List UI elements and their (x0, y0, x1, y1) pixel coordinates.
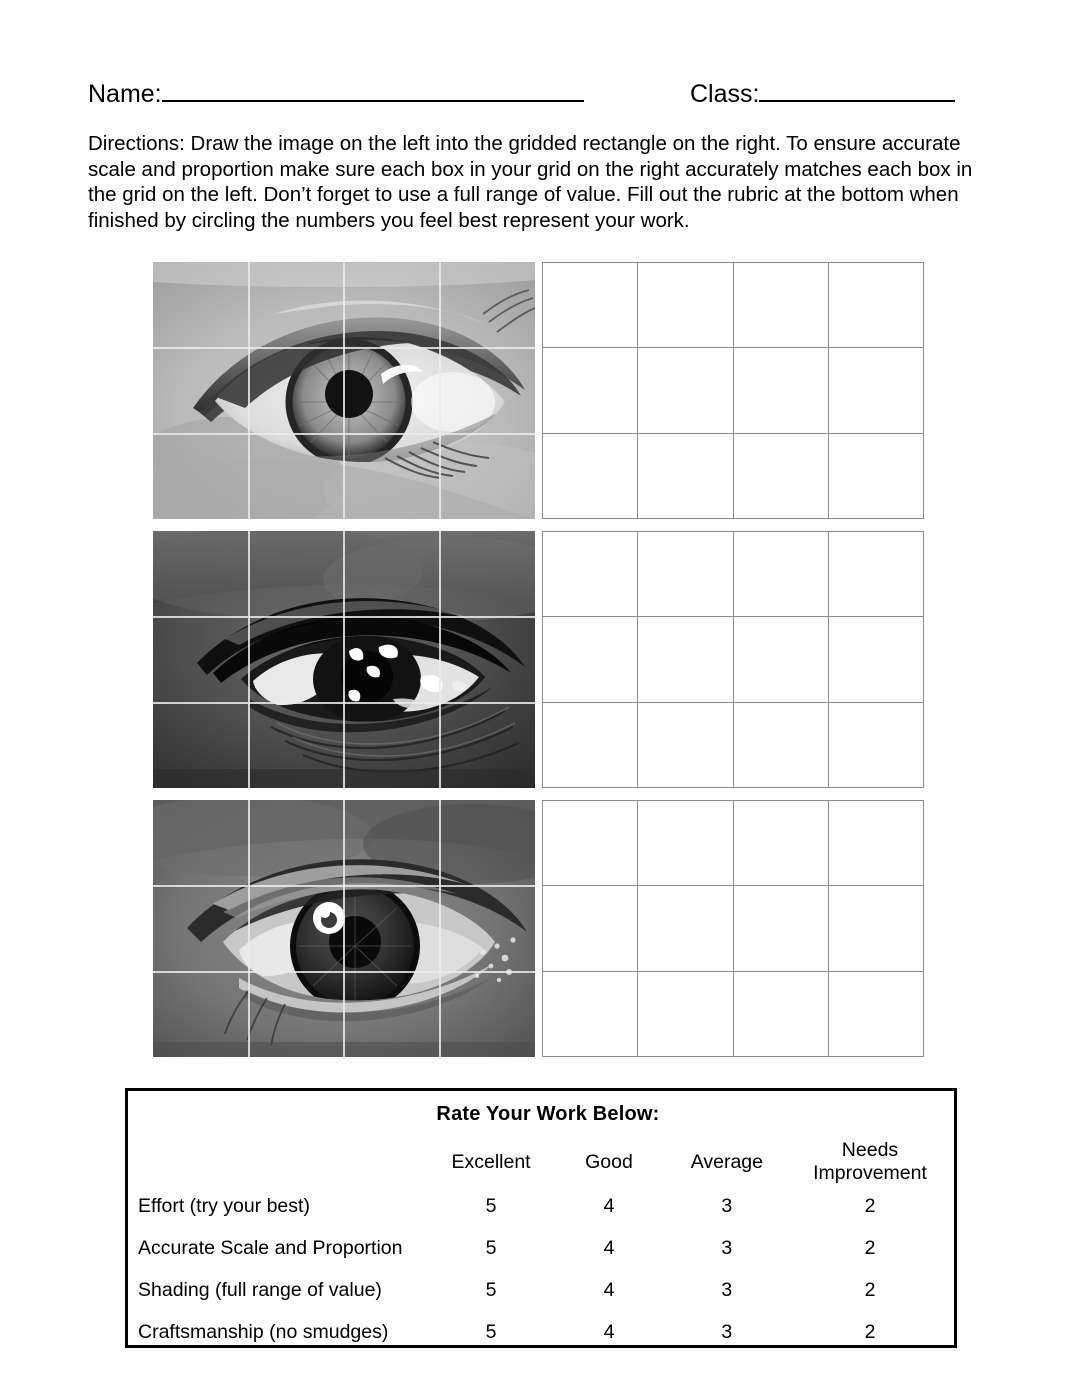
directions-paragraph: Directions: Draw the image on the left into the gridded rectangle on the right. To ensure accurate scale and proportion make sure each box in your grid on the right accurately matches each box in the grid on the left. Don’t forget to use a full range of value. Fill out the rubric at the bottom when finished by circling the numbers you feel best represent your work. (88, 132, 973, 232)
grid-cell[interactable] (829, 703, 924, 788)
rubric-title: Rate Your Work Below: (436, 1103, 660, 1125)
rubric-score-option[interactable]: 4 (603, 1194, 615, 1217)
rubric-score-option[interactable]: 5 (485, 1320, 497, 1343)
rubric-score-option[interactable]: 3 (721, 1320, 733, 1343)
rubric-column-header-average: Average (690, 1150, 763, 1173)
table-row (128, 1185, 954, 1227)
rubric-score-option[interactable]: 2 (864, 1194, 876, 1217)
rubric-criterion-header (128, 1139, 432, 1185)
grid-cell[interactable] (829, 617, 924, 702)
grid-cell[interactable] (734, 532, 829, 617)
table-row (128, 1227, 954, 1269)
rubric-score-option[interactable]: 2 (864, 1278, 876, 1301)
grid-cell[interactable] (638, 886, 733, 971)
worksheet-block-1 (153, 262, 924, 519)
grid-cell[interactable] (734, 703, 829, 788)
drawing-grid-1[interactable] (542, 262, 924, 519)
grid-cell[interactable] (543, 434, 638, 519)
grid-cell[interactable] (734, 972, 829, 1057)
grid-cell[interactable] (638, 532, 733, 617)
rubric-score-option[interactable]: 2 (864, 1320, 876, 1343)
class-label: Class: (690, 80, 760, 108)
eye-photo-3 (153, 800, 535, 1057)
grid-cell[interactable] (543, 703, 638, 788)
grid-cell[interactable] (734, 263, 829, 348)
grid-cell[interactable] (543, 532, 638, 617)
eye-photo-2 (153, 531, 535, 788)
rubric-score-option[interactable]: 3 (721, 1236, 733, 1259)
table-row (128, 1311, 954, 1353)
grid-cell[interactable] (543, 886, 638, 971)
rubric-box (125, 1088, 957, 1348)
rubric-column-header-excellent: Excellent (451, 1150, 531, 1173)
rubric-score-option[interactable]: 4 (603, 1236, 615, 1259)
rubric-score-option[interactable]: 2 (864, 1236, 876, 1259)
grid-cell[interactable] (829, 972, 924, 1057)
rubric-score-option[interactable]: 5 (485, 1194, 497, 1217)
rubric-criterion-label: Craftsmanship (no smudges) (138, 1320, 389, 1343)
worksheet-block-3 (153, 800, 924, 1057)
rubric-table (128, 1139, 954, 1353)
grid-cell[interactable] (638, 348, 733, 433)
drawing-grid-2[interactable] (542, 531, 924, 788)
drawing-grid-3[interactable] (542, 800, 924, 1057)
rubric-criterion-label: Shading (full range of value) (138, 1278, 382, 1301)
grid-cell[interactable] (734, 434, 829, 519)
grid-cell[interactable] (543, 617, 638, 702)
grid-cell[interactable] (734, 886, 829, 971)
rubric-header-row (128, 1139, 954, 1185)
grid-cell[interactable] (543, 972, 638, 1057)
rubric-column-header-good: Good (585, 1150, 633, 1173)
grid-cell[interactable] (638, 972, 733, 1057)
grid-cell[interactable] (829, 434, 924, 519)
grid-cell[interactable] (638, 434, 733, 519)
rubric-score-option[interactable]: 4 (603, 1320, 615, 1343)
eye-photo-1 (153, 262, 535, 519)
grid-cell[interactable] (829, 263, 924, 348)
grid-cell[interactable] (638, 263, 733, 348)
rubric-score-option[interactable]: 5 (485, 1236, 497, 1259)
rubric-criterion-label: Accurate Scale and Proportion (138, 1236, 403, 1259)
name-label: Name: (88, 80, 162, 108)
grid-cell[interactable] (829, 348, 924, 433)
grid-cell[interactable] (638, 617, 733, 702)
rubric-score-option[interactable]: 3 (721, 1278, 733, 1301)
grid-cell[interactable] (829, 886, 924, 971)
grid-cell[interactable] (734, 801, 829, 886)
rubric-score-option[interactable]: 5 (485, 1278, 497, 1301)
grid-cell[interactable] (543, 263, 638, 348)
worksheet-block-2 (153, 531, 924, 788)
grid-cell[interactable] (829, 801, 924, 886)
grid-cell[interactable] (734, 348, 829, 433)
grid-cell[interactable] (638, 703, 733, 788)
grid-cell[interactable] (543, 348, 638, 433)
grid-cell[interactable] (543, 801, 638, 886)
rubric-score-option[interactable]: 3 (721, 1194, 733, 1217)
grid-cell[interactable] (638, 801, 733, 886)
rubric-column-header-needs-improvement: Needs Improvement (813, 1139, 927, 1184)
table-row (128, 1269, 954, 1311)
grid-cell[interactable] (734, 617, 829, 702)
rubric-criterion-label: Effort (try your best) (138, 1194, 310, 1217)
grid-cell[interactable] (829, 532, 924, 617)
rubric-score-option[interactable]: 4 (603, 1278, 615, 1301)
